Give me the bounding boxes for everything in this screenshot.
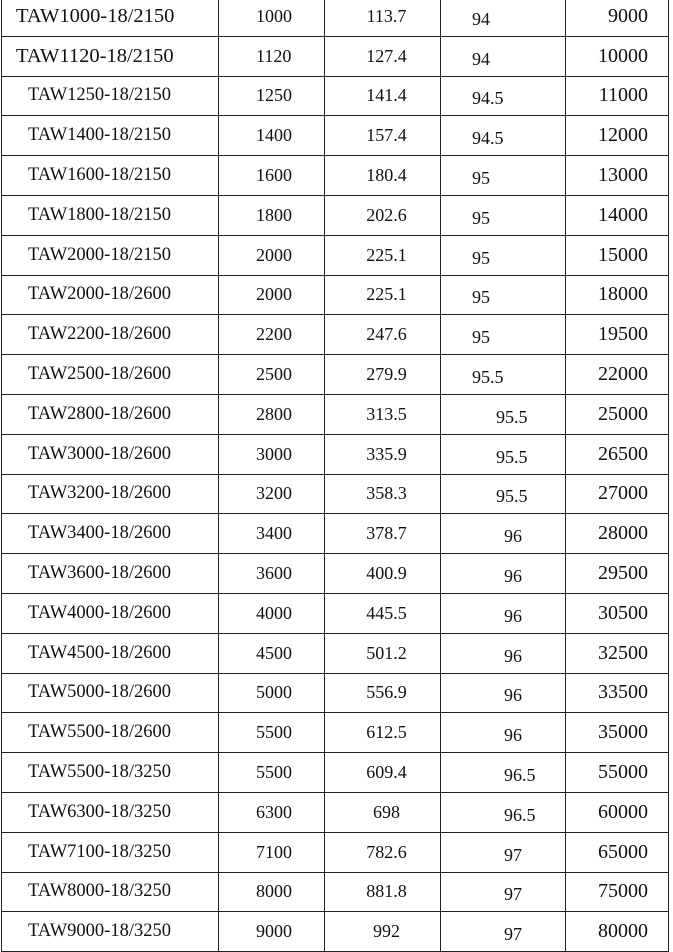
weight-cell: 65000 <box>566 832 669 872</box>
power-kw-cell: 1400 <box>219 116 325 156</box>
table-row <box>2 474 669 514</box>
model-cell: TAW2500-18/2600 <box>2 355 219 395</box>
current-cell: 358.3 <box>325 474 441 514</box>
efficiency-cell: 96 <box>441 633 566 673</box>
efficiency-cell: 95.5 <box>441 434 566 474</box>
power-kw-cell: 2000 <box>219 275 325 315</box>
table-row <box>2 673 669 713</box>
model-cell: TAW2800-18/2600 <box>2 394 219 434</box>
table-row <box>2 235 669 275</box>
model-cell: TAW3200-18/2600 <box>2 474 219 514</box>
table-row <box>2 514 669 554</box>
efficiency-cell: 96 <box>441 514 566 554</box>
current-cell: 141.4 <box>325 76 441 116</box>
power-kw-cell: 8000 <box>219 872 325 912</box>
model-cell: TAW2000-18/2150 <box>2 235 219 275</box>
weight-cell: 14000 <box>566 195 669 235</box>
weight-cell: 35000 <box>566 713 669 753</box>
efficiency-cell: 95.5 <box>441 474 566 514</box>
model-cell: TAW1120-18/2150 <box>2 36 219 76</box>
weight-cell: 80000 <box>566 912 669 952</box>
table-row <box>2 554 669 594</box>
current-cell: 180.4 <box>325 156 441 196</box>
power-kw-cell: 6300 <box>219 792 325 832</box>
table-row <box>2 872 669 912</box>
model-cell: TAW2200-18/2600 <box>2 315 219 355</box>
current-cell: 279.9 <box>325 355 441 395</box>
table-row <box>2 713 669 753</box>
current-cell: 445.5 <box>325 593 441 633</box>
current-cell: 202.6 <box>325 195 441 235</box>
weight-cell: 9000 <box>566 0 669 36</box>
efficiency-cell: 96 <box>441 713 566 753</box>
power-kw-cell: 3000 <box>219 434 325 474</box>
power-kw-cell: 5000 <box>219 673 325 713</box>
power-kw-cell: 1250 <box>219 76 325 116</box>
weight-cell: 30500 <box>566 593 669 633</box>
table-row <box>2 315 669 355</box>
table-row <box>2 76 669 116</box>
weight-cell: 33500 <box>566 673 669 713</box>
power-kw-cell: 9000 <box>219 912 325 952</box>
weight-cell: 10000 <box>566 36 669 76</box>
weight-cell: 29500 <box>566 554 669 594</box>
current-cell: 881.8 <box>325 872 441 912</box>
efficiency-cell: 95 <box>441 156 566 196</box>
weight-cell: 13000 <box>566 156 669 196</box>
power-kw-cell: 1800 <box>219 195 325 235</box>
model-cell: TAW7100-18/3250 <box>2 832 219 872</box>
table-row <box>2 753 669 793</box>
current-cell: 612.5 <box>325 713 441 753</box>
power-kw-cell: 1120 <box>219 36 325 76</box>
efficiency-cell: 95 <box>441 275 566 315</box>
model-cell: TAW4500-18/2600 <box>2 633 219 673</box>
power-kw-cell: 3400 <box>219 514 325 554</box>
power-kw-cell: 5500 <box>219 713 325 753</box>
table-row <box>2 355 669 395</box>
current-cell: 400.9 <box>325 554 441 594</box>
weight-cell: 11000 <box>566 76 669 116</box>
table-row <box>2 156 669 196</box>
efficiency-cell: 96.5 <box>441 792 566 832</box>
weight-cell: 22000 <box>566 355 669 395</box>
efficiency-cell: 94 <box>441 0 566 36</box>
weight-cell: 26500 <box>566 434 669 474</box>
model-cell: TAW1250-18/2150 <box>2 76 219 116</box>
efficiency-cell: 95 <box>441 195 566 235</box>
efficiency-cell: 97 <box>441 912 566 952</box>
model-cell: TAW4000-18/2600 <box>2 593 219 633</box>
power-kw-cell: 2500 <box>219 355 325 395</box>
table-row <box>2 275 669 315</box>
current-cell: 782.6 <box>325 832 441 872</box>
table-row <box>2 593 669 633</box>
power-kw-cell: 4500 <box>219 633 325 673</box>
power-kw-cell: 7100 <box>219 832 325 872</box>
weight-cell: 12000 <box>566 116 669 156</box>
efficiency-cell: 96 <box>441 593 566 633</box>
table-row <box>2 195 669 235</box>
model-cell: TAW5500-18/2600 <box>2 713 219 753</box>
model-cell: TAW3000-18/2600 <box>2 434 219 474</box>
weight-cell: 18000 <box>566 275 669 315</box>
efficiency-cell: 96.5 <box>441 753 566 793</box>
current-cell: 127.4 <box>325 36 441 76</box>
current-cell: 501.2 <box>325 633 441 673</box>
power-kw-cell: 2000 <box>219 235 325 275</box>
weight-cell: 32500 <box>566 633 669 673</box>
efficiency-cell: 94 <box>441 36 566 76</box>
efficiency-cell: 95.5 <box>441 355 566 395</box>
model-cell: TAW1000-18/2150 <box>2 0 219 36</box>
current-cell: 313.5 <box>325 394 441 434</box>
weight-cell: 15000 <box>566 235 669 275</box>
model-cell: TAW5500-18/3250 <box>2 753 219 793</box>
efficiency-cell: 97 <box>441 832 566 872</box>
model-cell: TAW3600-18/2600 <box>2 554 219 594</box>
table-row <box>2 912 669 952</box>
model-cell: TAW5000-18/2600 <box>2 673 219 713</box>
current-cell: 335.9 <box>325 434 441 474</box>
table-row <box>2 792 669 832</box>
current-cell: 225.1 <box>325 275 441 315</box>
weight-cell: 55000 <box>566 753 669 793</box>
table-row <box>2 116 669 156</box>
motor-spec-table-body <box>2 0 669 952</box>
power-kw-cell: 3200 <box>219 474 325 514</box>
power-kw-cell: 4000 <box>219 593 325 633</box>
model-cell: TAW6300-18/3250 <box>2 792 219 832</box>
table-row <box>2 633 669 673</box>
model-cell: TAW1600-18/2150 <box>2 156 219 196</box>
power-kw-cell: 1600 <box>219 156 325 196</box>
model-cell: TAW8000-18/3250 <box>2 872 219 912</box>
weight-cell: 60000 <box>566 792 669 832</box>
current-cell: 157.4 <box>325 116 441 156</box>
efficiency-cell: 96 <box>441 554 566 594</box>
current-cell: 609.4 <box>325 753 441 793</box>
current-cell: 556.9 <box>325 673 441 713</box>
efficiency-cell: 94.5 <box>441 76 566 116</box>
table-row <box>2 434 669 474</box>
model-cell: TAW3400-18/2600 <box>2 514 219 554</box>
power-kw-cell: 1000 <box>219 0 325 36</box>
power-kw-cell: 3600 <box>219 554 325 594</box>
table-row <box>2 832 669 872</box>
current-cell: 378.7 <box>325 514 441 554</box>
model-cell: TAW1400-18/2150 <box>2 116 219 156</box>
weight-cell: 19500 <box>566 315 669 355</box>
table-row <box>2 36 669 76</box>
power-kw-cell: 2200 <box>219 315 325 355</box>
current-cell: 247.6 <box>325 315 441 355</box>
weight-cell: 25000 <box>566 394 669 434</box>
power-kw-cell: 2800 <box>219 394 325 434</box>
model-cell: TAW1800-18/2150 <box>2 195 219 235</box>
efficiency-cell: 94.5 <box>441 116 566 156</box>
current-cell: 113.7 <box>325 0 441 36</box>
efficiency-cell: 95 <box>441 315 566 355</box>
table-row <box>2 0 669 36</box>
current-cell: 698 <box>325 792 441 832</box>
efficiency-cell: 97 <box>441 872 566 912</box>
motor-spec-table <box>1 0 669 952</box>
current-cell: 225.1 <box>325 235 441 275</box>
weight-cell: 28000 <box>566 514 669 554</box>
table-row <box>2 394 669 434</box>
efficiency-cell: 95 <box>441 235 566 275</box>
efficiency-cell: 96 <box>441 673 566 713</box>
weight-cell: 75000 <box>566 872 669 912</box>
model-cell: TAW2000-18/2600 <box>2 275 219 315</box>
power-kw-cell: 5500 <box>219 753 325 793</box>
model-cell: TAW9000-18/3250 <box>2 912 219 952</box>
current-cell: 992 <box>325 912 441 952</box>
weight-cell: 27000 <box>566 474 669 514</box>
efficiency-cell: 95.5 <box>441 394 566 434</box>
